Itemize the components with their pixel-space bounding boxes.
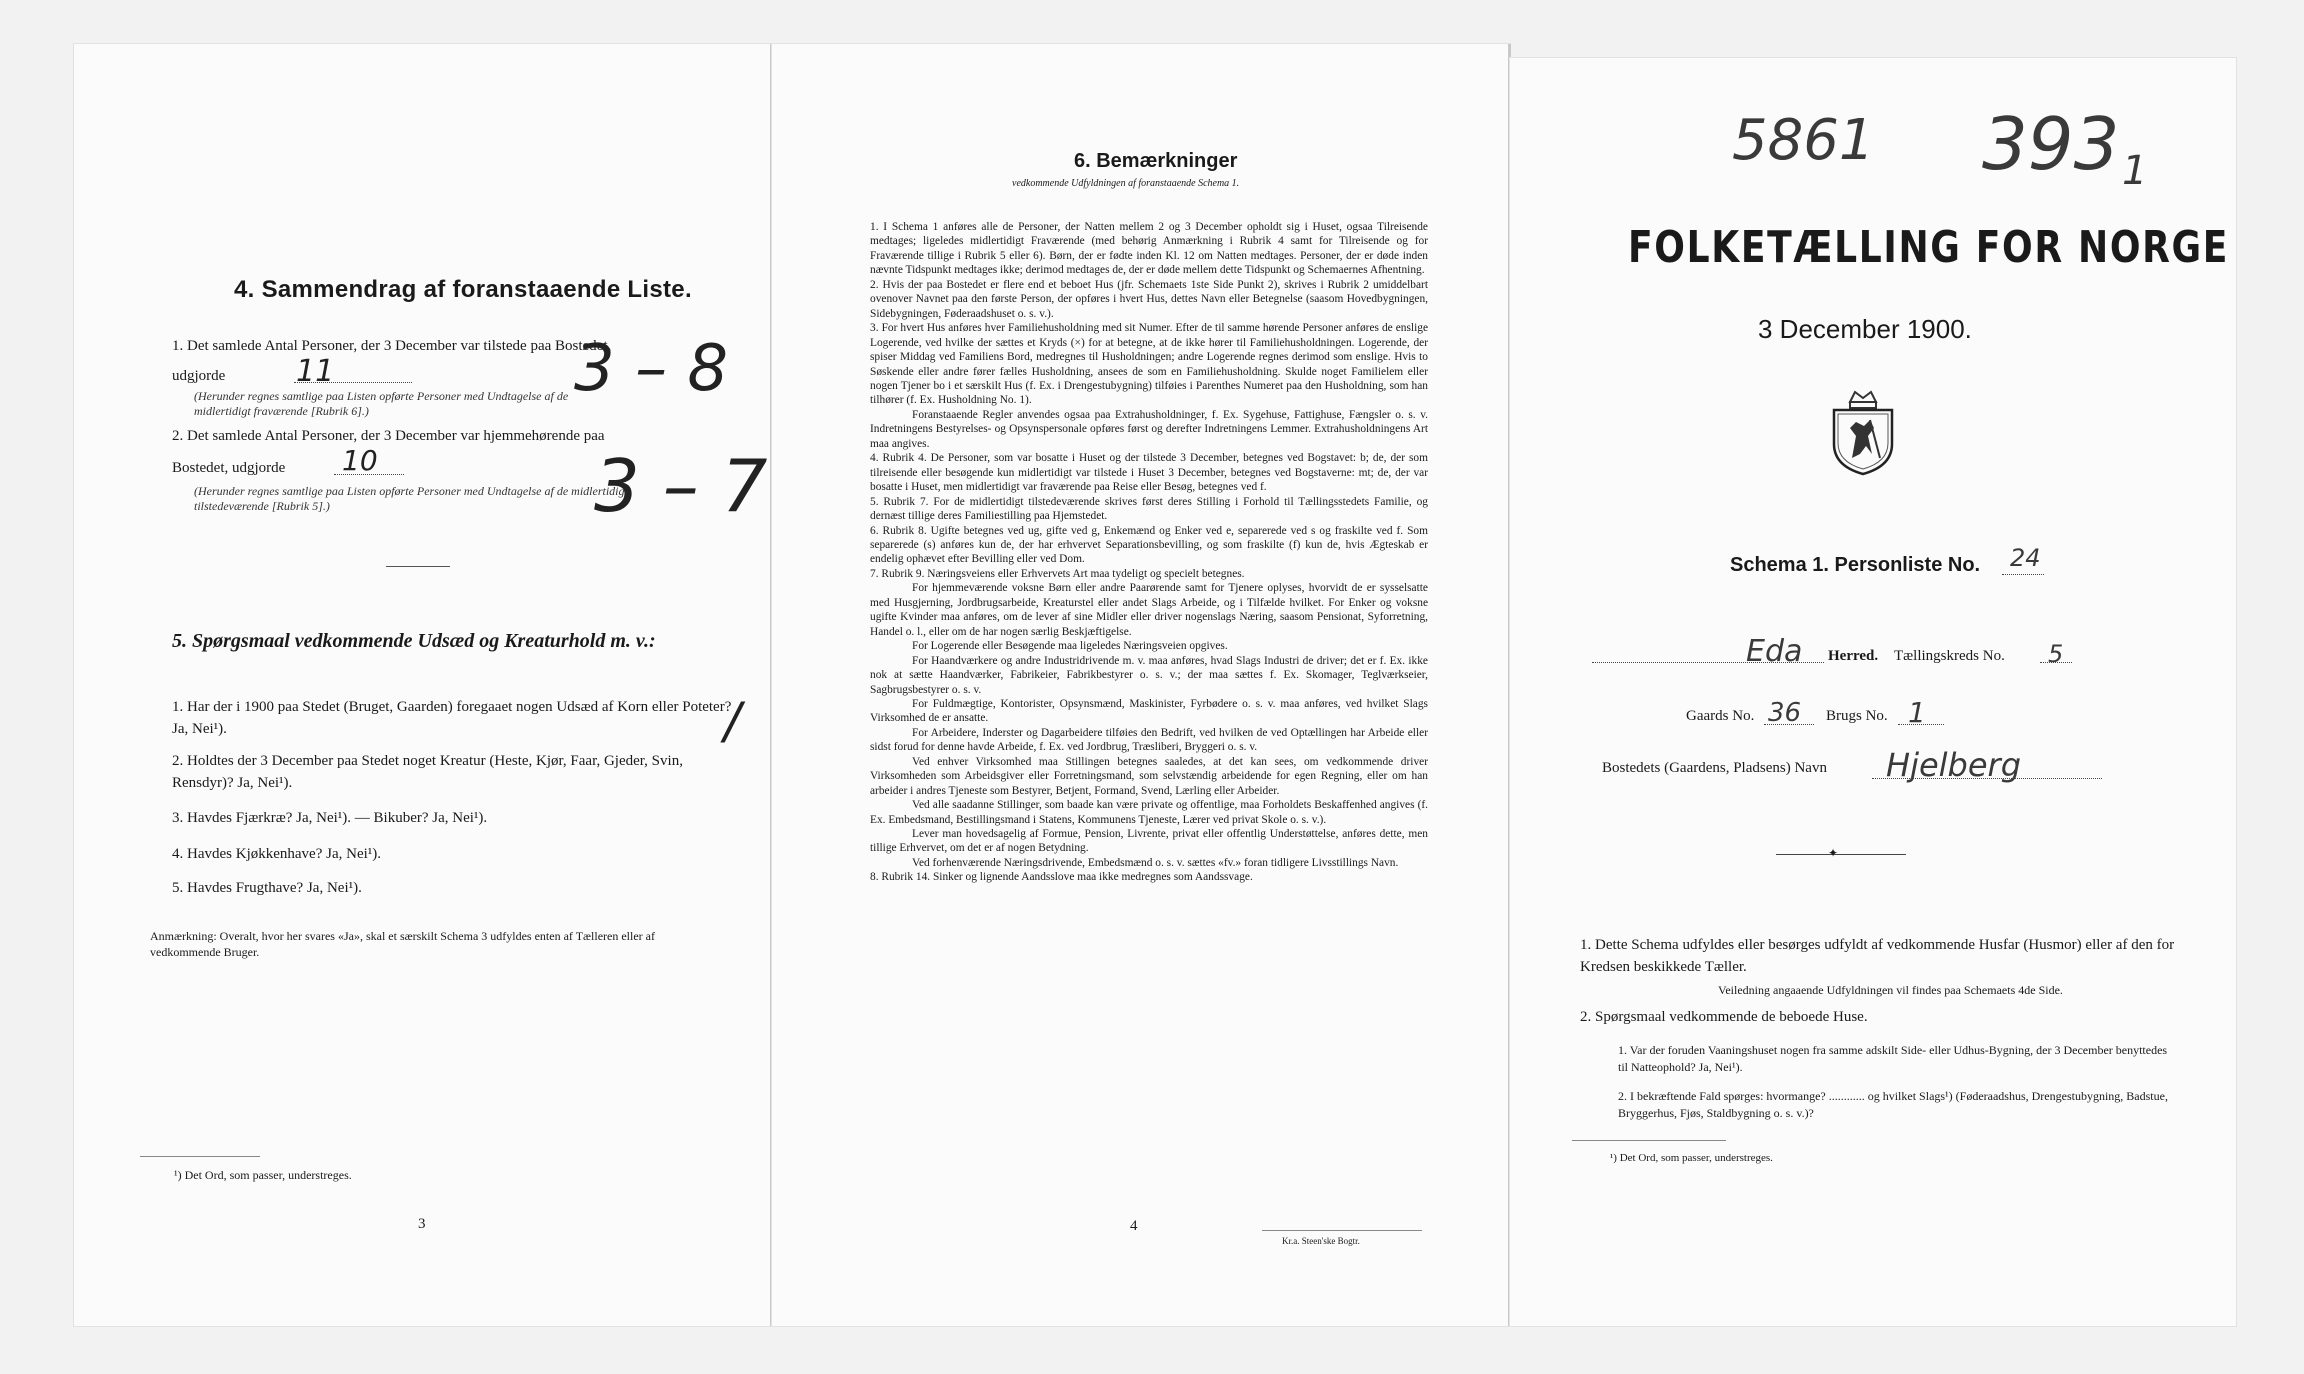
instruction-1: 1. Dette Schema udfyldes eller besørges udfyldt af vedkommende Husfar (Husmor) eller af den for Kredsen beskikkede Tæller. xyxy=(1580,937,2175,975)
remark-7b: For Logerende eller Besøgende maa ligeledes Næringsveien opgives. xyxy=(912,640,1228,653)
coat-of-arms-icon xyxy=(1828,388,1898,476)
section-5-title: 5. Spørgsmaal vedkommende Udsæd og Kreaturhold m. v.: xyxy=(172,630,656,652)
brugs-value: 1 xyxy=(1908,696,1926,729)
remark-5: 5. Rubrik 7. For de midlertidigt tilstedeværende skrives først deres Stilling i Forhold til Tællingsstedets Familie, og dernæst tillige deres Familiestilling paa Hjemstedet. xyxy=(870,495,1428,523)
q1-line1: 1. Det samlede Antal Personer, der 3 December var tilstede paa Bostedet, xyxy=(172,338,612,354)
remark-7g: Ved alle saadanne Stillinger, som baade kan være private og offentlige, maa Forholdets Beskaffenhed angives (f. Ex. Embedsmand, Bestillingsmand i Statens, Kommunens Tjeneste, Lærer ved privat Skole o. s. v.). xyxy=(870,799,1428,826)
remarks-body xyxy=(870,220,1428,885)
s5-tick: / xyxy=(724,692,741,750)
s5-item-4: 4. Havdes Kjøkkenhave? Ja, Nei¹). xyxy=(172,846,382,862)
schema-number: 24 xyxy=(2010,544,2041,572)
left-page xyxy=(74,44,772,1326)
q2-tally: 3 – 7 xyxy=(594,444,768,528)
herred-value: Eda xyxy=(1746,634,1803,669)
remark-7e: For Arbeidere, Inderster og Dagarbeidere tilføies den Bedrift, ved hvilken de ved Optællingen har Arbeide eller sidst forud for denne havde Arbeide, f. Ex. ved Jordbrug, Træsliberi, Bryggeri o. s. v. xyxy=(870,726,1428,754)
remark-8: 8. Rubrik 14. Sinker og lignende Aandsslove maa ikke medregnes som Aandssvage. xyxy=(870,871,1253,884)
q1-note: (Herunder regnes samtlige paa Listen opførte Personer med Undtagelse af de midlertidigt fraværende [Rubrik 6].) xyxy=(194,389,569,418)
middle-page xyxy=(772,44,1510,1326)
archive-number: 5861 xyxy=(1732,108,1875,173)
remark-7f: Ved enhver Virksomhed maa Stillingen betegnes saaledes, at det kan sees, om vedkommende driver Virksomheden som Arbeidsgiver eller Forretningsmand, som selvstændig arbeidende for egen Regning, eller om han arbeider i andres Tjeneste som Bestyrer, Betjent, Formand, Svend, Lærling eller Arbeider. xyxy=(870,755,1428,797)
gaards-label: Gaards No. xyxy=(1686,708,1755,724)
s5-item-1: 1. Har der i 1900 paa Stedet (Bruget, Gaarden) foregaaet nogen Udsæd af Korn eller Poteter? Ja, Nei¹). xyxy=(172,699,732,737)
remark-6: 6. Rubrik 8. Ugifte betegnes ved ug, gifte ved g, Enkemænd og Enker ved e, separerede ved s og fraskilte ved f. Som separerede (s) anføres kun de, der har erhvervet Separationsbevilling, og som fraskilte (f) kun de, hvis Ægteskab er endelig ophævet efter Bevilling eller ved Dom. xyxy=(870,524,1428,566)
q2-value: 10 xyxy=(342,444,378,477)
instruction-1-note: Veiledning angaaende Udfyldningen vil findes paa Schemaets 4de Side. xyxy=(1718,983,2063,997)
s5-item-3: 3. Havdes Fjærkræ? Ja, Nei¹). — Bikuber? Ja, Nei¹). xyxy=(172,810,488,826)
remarks-title: 6. Bemærkninger xyxy=(1074,150,1238,172)
footnote: ¹) Det Ord, som passer, understreges. xyxy=(174,1168,352,1182)
q1-label: udgjorde xyxy=(172,368,226,384)
q1-tally: 3 – 8 xyxy=(574,332,729,406)
remark-4: 4. Rubrik 4. De Personer, som var bosatte i Huset og der tilstede 3 December, betegnes ved Bogstavet: b; de, der som tilreisende eller besøgende kun midlertidigt var tilstede i Huset 3 December, betegnes ved Bogstaverne: mt; de, der var bosatte i Huset, men midlertidigt var fraværende paa Reise eller Besøg, betegnes ved f. xyxy=(870,452,1428,494)
kreds-value: 5 xyxy=(2048,640,2064,668)
remark-7c: For Haandværkere og andre Industridrivende m. v. maa anføres, hvad Slags Industri de driver; det er f. Ex. ikke nok at sætte Haandværker, Fabrikeier, Fabrikbestyrer o. s. v.; der maa sættes f. Ex. Skomager, Teglværkseier, Sagbrugsbestyrer o. s. v. xyxy=(870,654,1428,696)
q2-line1: 2. Det samlede Antal Personer, der 3 December var hjemmehørende paa xyxy=(172,428,605,444)
remark-3b: Foranstaaende Regler anvendes ogsaa paa Extrahusholdninger, f. Ex. Sygehuse, Fattighuse, Fængsler o. s. v. Indretningens Bestyrelses- og Opsynspersonale opføres først og derefter Indretningens Lemmer. Extrahusholdningens Art maa angives. xyxy=(870,408,1428,450)
divider xyxy=(386,566,450,567)
instruction-2-1: 1. Var der foruden Vaaningshuset nogen fra samme adskilt Side- eller Udhus-Bygning, der 3 December benyttedes til Natteophold? Ja, Nei¹). xyxy=(1618,1043,2168,1074)
divider-ornament-icon: ✦ xyxy=(1828,846,1839,860)
gaards-value: 36 xyxy=(1768,698,1802,728)
remark-7i: Ved forhenværende Næringsdrivende, Embedsmænd o. s. v. sættes «fv.» foran tidligere Livsstillings Navn. xyxy=(912,856,1399,869)
herred-label: Herred. xyxy=(1828,648,1879,664)
archive-suffix: 1 xyxy=(2122,148,2148,194)
remarks-subtitle: vedkommende Udfyldningen af foranstaaende Schema 1. xyxy=(1012,178,1240,189)
instruction-2-2: 2. I bekræftende Fald spørges: hvormange? ............ og hvilket Slags¹) (Føderaadshus, Drengestubygning, Badstue, Bryggerhus, Fjøs, Staldbygning o. s. v.)? xyxy=(1618,1089,2168,1120)
section-4-title: 4. Sammendrag af foranstaaende Liste. xyxy=(234,276,692,303)
remark-7: 7. Rubrik 9. Næringsveiens eller Erhvervets Art maa tydeligt og specielt betegnes. xyxy=(870,567,1245,580)
remark-1: 1. I Schema 1 anføres alle de Personer, der Natten mellem 2 og 3 December opholdt sig i Huset, ogsaa Tilreisende medtages; ligeledes midlertidigt Fraværende (med behørig Anmærkning i Rubrik 4 samt for Tilreisende og for Fraværende tillige i Rubrik 5 eller 6). Børn, der er fødte inden Kl. 12 om Natten medtages. Personer, der er døde inden nævnte Tidspunkt medtages ikke; derimod medtages de, der er døde mellem dette Tidspunkt og Schemaernes Afhentning. xyxy=(870,221,1428,277)
instruction-2: 2. Spørgsmaal vedkommende de beboede Huse. xyxy=(1580,1009,1868,1025)
page-number: 3 xyxy=(418,1216,426,1232)
remark-7h: Lever man hovedsagelig af Formue, Pension, Livrente, privat eller offentlig Understøttelse, anføres dette, men tillige Erhvervet, om det er af nogen Betydning. xyxy=(870,828,1428,855)
census-title: FOLKETÆLLING FOR NORGE xyxy=(1628,222,2230,273)
remark-2: 2. Hvis der paa Bostedet er flere end et beboet Hus (jfr. Schemaets 1ste Side Punkt 2), skrives i Rubrik 2 umiddelbart ovenover Navnet paa den første Person, der opføres i hvert Hus, dettes Navn eller Betegnelse (saasom Hovedbygningen, Sidebygningen, Føderaadshuset o. s. v.). xyxy=(870,278,1428,320)
s5-item-5: 5. Havdes Frugthave? Ja, Nei¹). xyxy=(172,880,362,896)
right-page xyxy=(1510,58,2236,1326)
remark-7d: For Fuldmægtige, Kontorister, Opsynsmænd, Maskinister, Fyrbødere o. s. v. maa anføres, ved hvilket Slags Virksomhed de er ansatte. xyxy=(870,697,1428,725)
q1-value: 11 xyxy=(296,354,335,389)
remark-7a: For hjemmeværende voksne Børn eller andre Paarørende samt for Tjenere oplyses, hvorvidt de er sysselsatte med Husgjerning, Jordbrugsarbeide, Kreaturstel eller andet Slags Arbeide, og i Tilfælde hvilket. For Enker og voksne ugifte Kvinder maa anføres, om de lever af sine Midler eller driver nogenslags Næring, saasom Pensionat, Syforretning, Handel o. l., eller om de har nogen særlig Beskjæftigelse. xyxy=(870,582,1428,638)
page-number: 4 xyxy=(1130,1218,1138,1234)
s5-item-2: 2. Holdtes der 3 December paa Stedet noget Kreatur (Heste, Kjør, Faar, Gjeder, Svin, Rensdyr)? Ja, Nei¹). xyxy=(172,753,683,791)
archive-number-2: 393 xyxy=(1982,102,2120,186)
bosted-label: Bostedets (Gaardens, Pladsens) Navn xyxy=(1602,760,1827,776)
remark-3: 3. For hvert Hus anføres hver Familiehusholdning med sit Numer. Efter de til samme hørende Personer anføres de enslige Logerende, ved hvilke der sættes et Kryds (×) for at betegne, at de ikke hører til Familiehusholdningen. Logerende, der spiser Middag ved Familiens Bord, medregnes til Husholdningen; andre Logerende regnes derimod som enslige. Hvis to Søskende eller andre fører fælles Husholdning, ansees de som en Familiehusholdning. Skulde noget Familielem eller nogen Tjener bo i et særskilt Hus (f. Ex. i Drengestubygning) tilføies i Parenthes Numeret paa den Husholdning, som han tilhører (f. Ex. Husholdning No. 1). xyxy=(870,322,1428,407)
annotation-note: Anmærkning: Overalt, hvor her svares «Ja», skal et særskilt Schema 3 udfyldes enten af Tælleren eller af vedkommende Bruger. xyxy=(150,929,655,959)
schema-label: Schema 1. Personliste No. xyxy=(1730,554,1981,576)
census-date: 3 December 1900. xyxy=(1758,314,1972,344)
q2-note: (Herunder regnes samtlige paa Listen opførte Personer med Undtagelse af de midlertidigt tilstedeværende [Rubrik 5].) xyxy=(194,484,628,513)
bosted-value: Hjelberg xyxy=(1886,746,2021,784)
kreds-label: Tællingskreds No. xyxy=(1894,648,2005,664)
brugs-label: Brugs No. xyxy=(1826,708,1888,724)
printer-mark: Kr.a. Steen'ske Bogtr. xyxy=(1282,1236,1360,1246)
footnote: ¹) Det Ord, som passer, understreges. xyxy=(1610,1152,1773,1164)
q2-label: Bostedet, udgjorde xyxy=(172,460,286,476)
